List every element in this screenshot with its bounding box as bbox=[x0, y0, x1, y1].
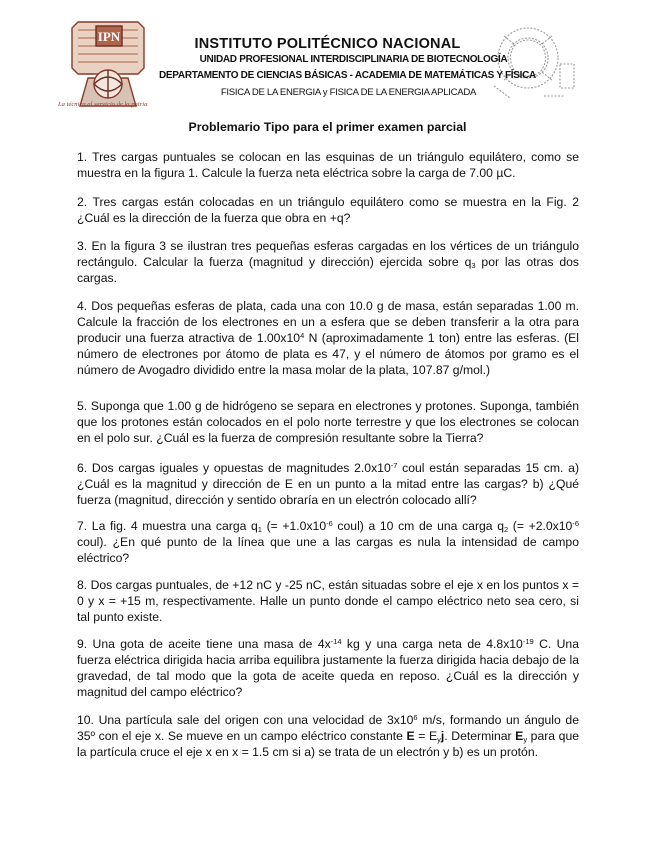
problem-7: 7. La fig. 4 muestra una carga $q_1$ (= $+1.0x10^{-6}$ coul) a 10 cm de una carga $q_2$ (= $+2.0x10^{-6}$ coul). ¿En qué punto de la línea que une a las cargas es nula la intensidad de campo eléctrico? bbox=[77, 519, 579, 566]
department-name: DEPARTAMENTO DE CIENCIAS BÁSICAS - ACADEMIA DE MATEMÁTICAS Y FÍSICA bbox=[159, 70, 536, 81]
problem-5: 5. Suponga que 1.00 g de hidrógeno se separa en electrones y protones. Suponga, también que los protones están colocados en el polo norte terrestre y que los electrones se colocan en el polo sur. ¿Cuál es la fuerza de compresión resultante sobre la Tierra? bbox=[77, 399, 579, 446]
problem-8: 8. Dos cargas puntuales, de +12 nC y -25 nC, están situadas sobre el eje x en los puntos x = 0 y x = +15 m, respectivamente. Halle un punto donde el campo eléctrico neto sea cero, si tal punto existe. bbox=[77, 578, 579, 625]
logo-text: IPN bbox=[97, 29, 121, 44]
problem-4: 4. Dos pequeñas esferas de plata, cada una con 10.0 g de masa, están separadas 1.00 m. Calcule la fracción de los electrones en un a esfera que se deben transferir a la otra para producir una fuerza atractiva de $1.00x10^4$ N (aproximadamente 1 ton) entre las esferas. (El número de electrones por átomo de plata es 47, y el número de átomos por gramo es el número de Avogadro dividido entre la masa molar de la plata, 107.87 g/mol.) bbox=[77, 299, 580, 378]
problem-3: 3. En la figura 3 se ilustran tres pequeñas esferas cargadas en los vértices de un triángulo rectángulo. Calcular la fuerza (magnitud y dirección) ejercida sobre $q_3$ por las otras dos cargas. bbox=[77, 239, 580, 286]
problem-1: 1. Tres cargas puntuales se colocan en las esquinas de un triángulo equilátero, como se muestra en la figura 1. Calcule la fuerza neta eléctrica sobre la carga de 7.00 µC. bbox=[77, 150, 579, 181]
document-title: Problemario Tipo para el primer examen parcial bbox=[188, 120, 467, 134]
problem-9: 9. Una gota de aceite tiene una masa de $4x^{-14}$ kg y una carga neta de $4.8x10^{-19}$ C. Una fuerza eléctrica dirigida hacia arriba equilibra justamente la fuerza dirigida hacia debajo de la gravedad, de tal modo que la gota de aceite queda en reposo. ¿Cuál es la dirección y magnitud del campo eléctrico? bbox=[77, 637, 579, 700]
unit-name: UNIDAD PROFESIONAL INTERDISCIPLINARIA DE BIOTECNOLOGÍA bbox=[199, 54, 508, 65]
problem-6: 6. Dos cargas iguales y opuestas de magnitudes $2.0x10^{-7}$ coul están separadas 15 cm. a) ¿Cuál es la magnitud y dirección de E en un punto a la mitad entre las cargas? b) ¿Qué fuerza (magnitud, dirección y sentido obraría en un electrón colocado allí? bbox=[77, 461, 579, 508]
course-name: FISICA DE LA ENERGIA y FISICA DE LA ENERGIA APLICADA bbox=[220, 87, 477, 98]
logo-motto: La técnica al servicio de la patria bbox=[58, 101, 148, 108]
institution-name: INSTITUTO POLITÉCNICO NACIONAL bbox=[194, 36, 461, 52]
problem-10: 10. Una partícula sale del origen con una velocidad de $3x10^6$ m/s, formando un ángulo de 35º con el eje x. Se mueve en un campo eléctrico constante $E = E_yj$. Determinar $E_y$ para que la partícula cruce el eje x en x = 1.5 cm si a) se trata de un electrón y b) es un protón. bbox=[77, 713, 579, 760]
problem-2: 2. Tres cargas están colocadas en un triángulo equilátero como se muestra en la Fig. 2 ¿Cuál es la dirección de la fuerza que obra en +q? bbox=[77, 195, 579, 226]
